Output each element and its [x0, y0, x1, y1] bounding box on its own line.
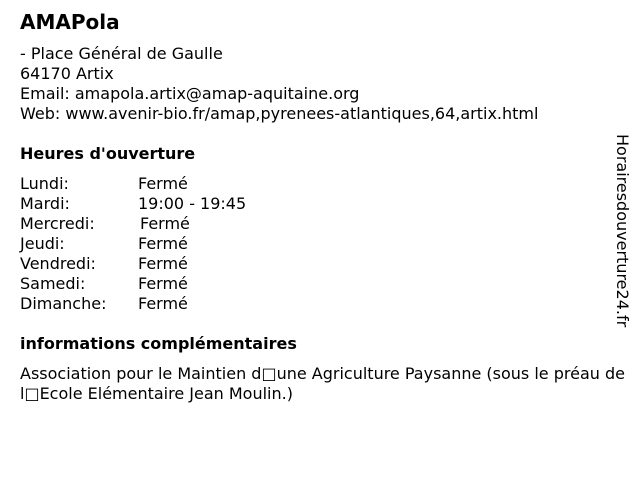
email-label: Email:	[20, 84, 70, 103]
hours-day: Jeudi:	[20, 234, 65, 253]
email-value[interactable]: amapola.artix@amap-aquitaine.org	[74, 84, 360, 103]
contact-block	[20, 44, 538, 124]
watermark-text: Horairesdouverture24.fr	[613, 134, 632, 328]
hours-value: Fermé	[138, 254, 188, 273]
address-city: 64170 Artix	[20, 64, 114, 83]
hours-value: Fermé	[138, 274, 188, 293]
web-value[interactable]: www.avenir-bio.fr/amap,pyrenees-atlantiques,64,artix.html	[65, 104, 539, 123]
site-watermark	[612, 134, 632, 344]
hours-value: 19:00 - 19:45	[138, 194, 247, 213]
hours-value: Fermé	[140, 214, 190, 233]
business-name: AMAPola	[20, 10, 120, 34]
hours-day: Mercredi:	[20, 214, 95, 233]
hours-day: Samedi:	[20, 274, 86, 293]
hours-day: Dimanche:	[20, 294, 107, 313]
info-text: Association pour le Maintien d□une Agriculture Paysanne (sous le préau de l□Ecole Elémentaire Jean Moulin.)	[20, 364, 625, 403]
address-street: - Place Général de Gaulle	[20, 44, 223, 63]
hours-day: Lundi:	[20, 174, 69, 193]
hours-value: Fermé	[138, 174, 188, 193]
hours-day: Mardi:	[20, 194, 70, 213]
email-line	[20, 84, 538, 104]
web-line	[20, 104, 538, 124]
hours-day: Vendredi:	[20, 254, 96, 273]
hours-heading: Heures d'ouverture	[20, 144, 196, 163]
web-label: Web:	[20, 104, 61, 123]
info-heading: informations complémentaires	[20, 334, 297, 353]
hours-value: Fermé	[138, 294, 188, 313]
hours-value: Fermé	[138, 234, 188, 253]
